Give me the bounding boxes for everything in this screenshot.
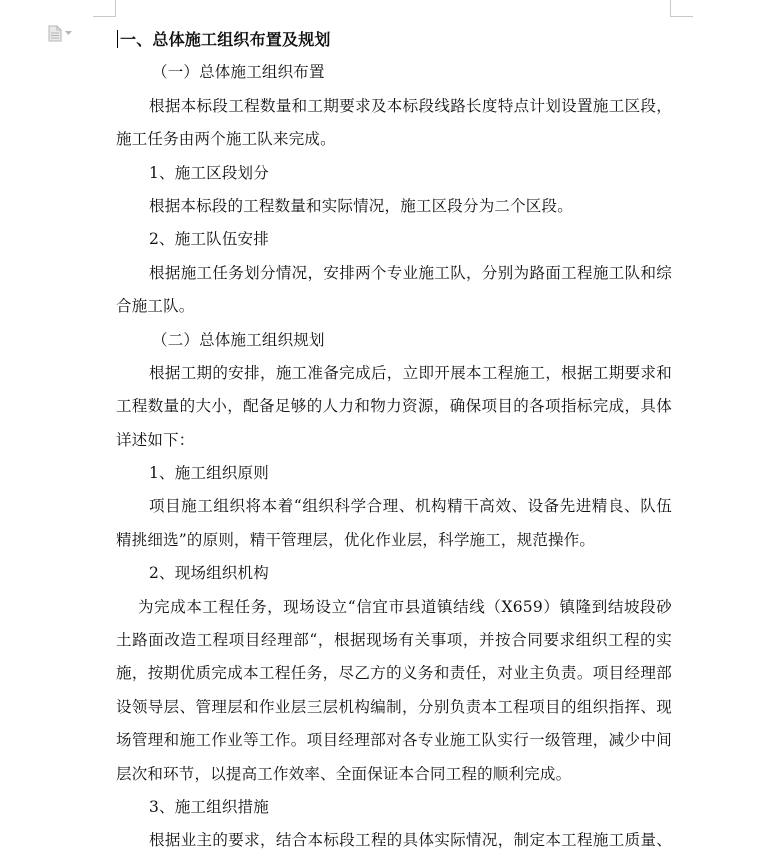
subheading-2: （二）总体施工组织规划 [152, 330, 325, 349]
page-corner-mark-top-left [93, 0, 116, 17]
paragraph-line: 根据本标段的工程数量和实际情况，施工区段分为二个区段。 [149, 196, 573, 215]
list-heading: 2、现场组织机构 [149, 564, 269, 583]
paragraph-line: 精挑细选”的原则，精干管理层，优化作业层，科学施工，规范操作。 [116, 530, 596, 549]
paragraph-line: 详述如下： [116, 430, 195, 449]
paragraph-line: 工程数量的大小，配备足够的人力和物力资源，确保项目的各项指标完成，具体 [116, 397, 672, 416]
paragraph-line: 层次和环节，以提高工作效率、全面保证本合同工程的顺利完成。 [116, 764, 572, 783]
list-heading: 1、施工组织原则 [149, 464, 269, 483]
paragraph-line: 场管理和施工作业等工作。项目经理部对各专业施工队实行一级管理，减少中间 [116, 731, 672, 750]
list-heading: 1、施工区段划分 [149, 163, 269, 182]
paragraph-line: 根据施工任务划分情况，安排两个专业施工队，分别为路面工程施工队和综 [149, 263, 672, 282]
document-menu-button[interactable] [48, 24, 78, 42]
document-icon [48, 25, 62, 42]
paragraph-line: 施，按期优质完成本工程任务，尽乙方的义务和责任，对业主负责。项目经理部 [116, 664, 672, 683]
paragraph-line: 根据工期的安排，施工准备完成后，立即开展本工程施工，根据工期要求和 [149, 363, 672, 382]
list-heading: 2、施工队伍安排 [149, 230, 269, 249]
page-corner-mark-top-right [670, 0, 693, 17]
paragraph-line: 为完成本工程任务，现场设立“信宜市县道镇结线（X659）镇隆到结坡段砂 [138, 597, 672, 616]
paragraph-line: 设领导层、管理层和作业层三层机构编制，分别负责本工程项目的组织指挥、现 [116, 697, 672, 716]
paragraph-line: 土路面改造工程项目经理部“，根据现场有关事项，并按合同要求组织工程的实 [116, 631, 672, 650]
subheading-1: （一）总体施工组织布置 [152, 63, 325, 82]
document-body[interactable] [116, 23, 672, 855]
paragraph-line: 根据业主的要求，结合本标段工程的具体实际情况，制定本工程施工质量、 [149, 831, 672, 850]
chevron-down-icon [65, 31, 72, 36]
list-heading: 3、施工组织措施 [149, 797, 269, 816]
section-heading: 一、总体施工组织布置及规划 [120, 30, 331, 49]
paragraph-line: 根据本标段工程数量和工期要求及本标段线路长度特点计划设置施工区段， [149, 96, 672, 115]
paragraph-line: 项目施工组织将本着“组织科学合理、机构精干高效、设备先进精良、队伍 [149, 497, 672, 516]
paragraph-line: 合施工队。 [116, 297, 195, 316]
paragraph-line: 施工任务由两个施工队来完成。 [116, 130, 336, 149]
